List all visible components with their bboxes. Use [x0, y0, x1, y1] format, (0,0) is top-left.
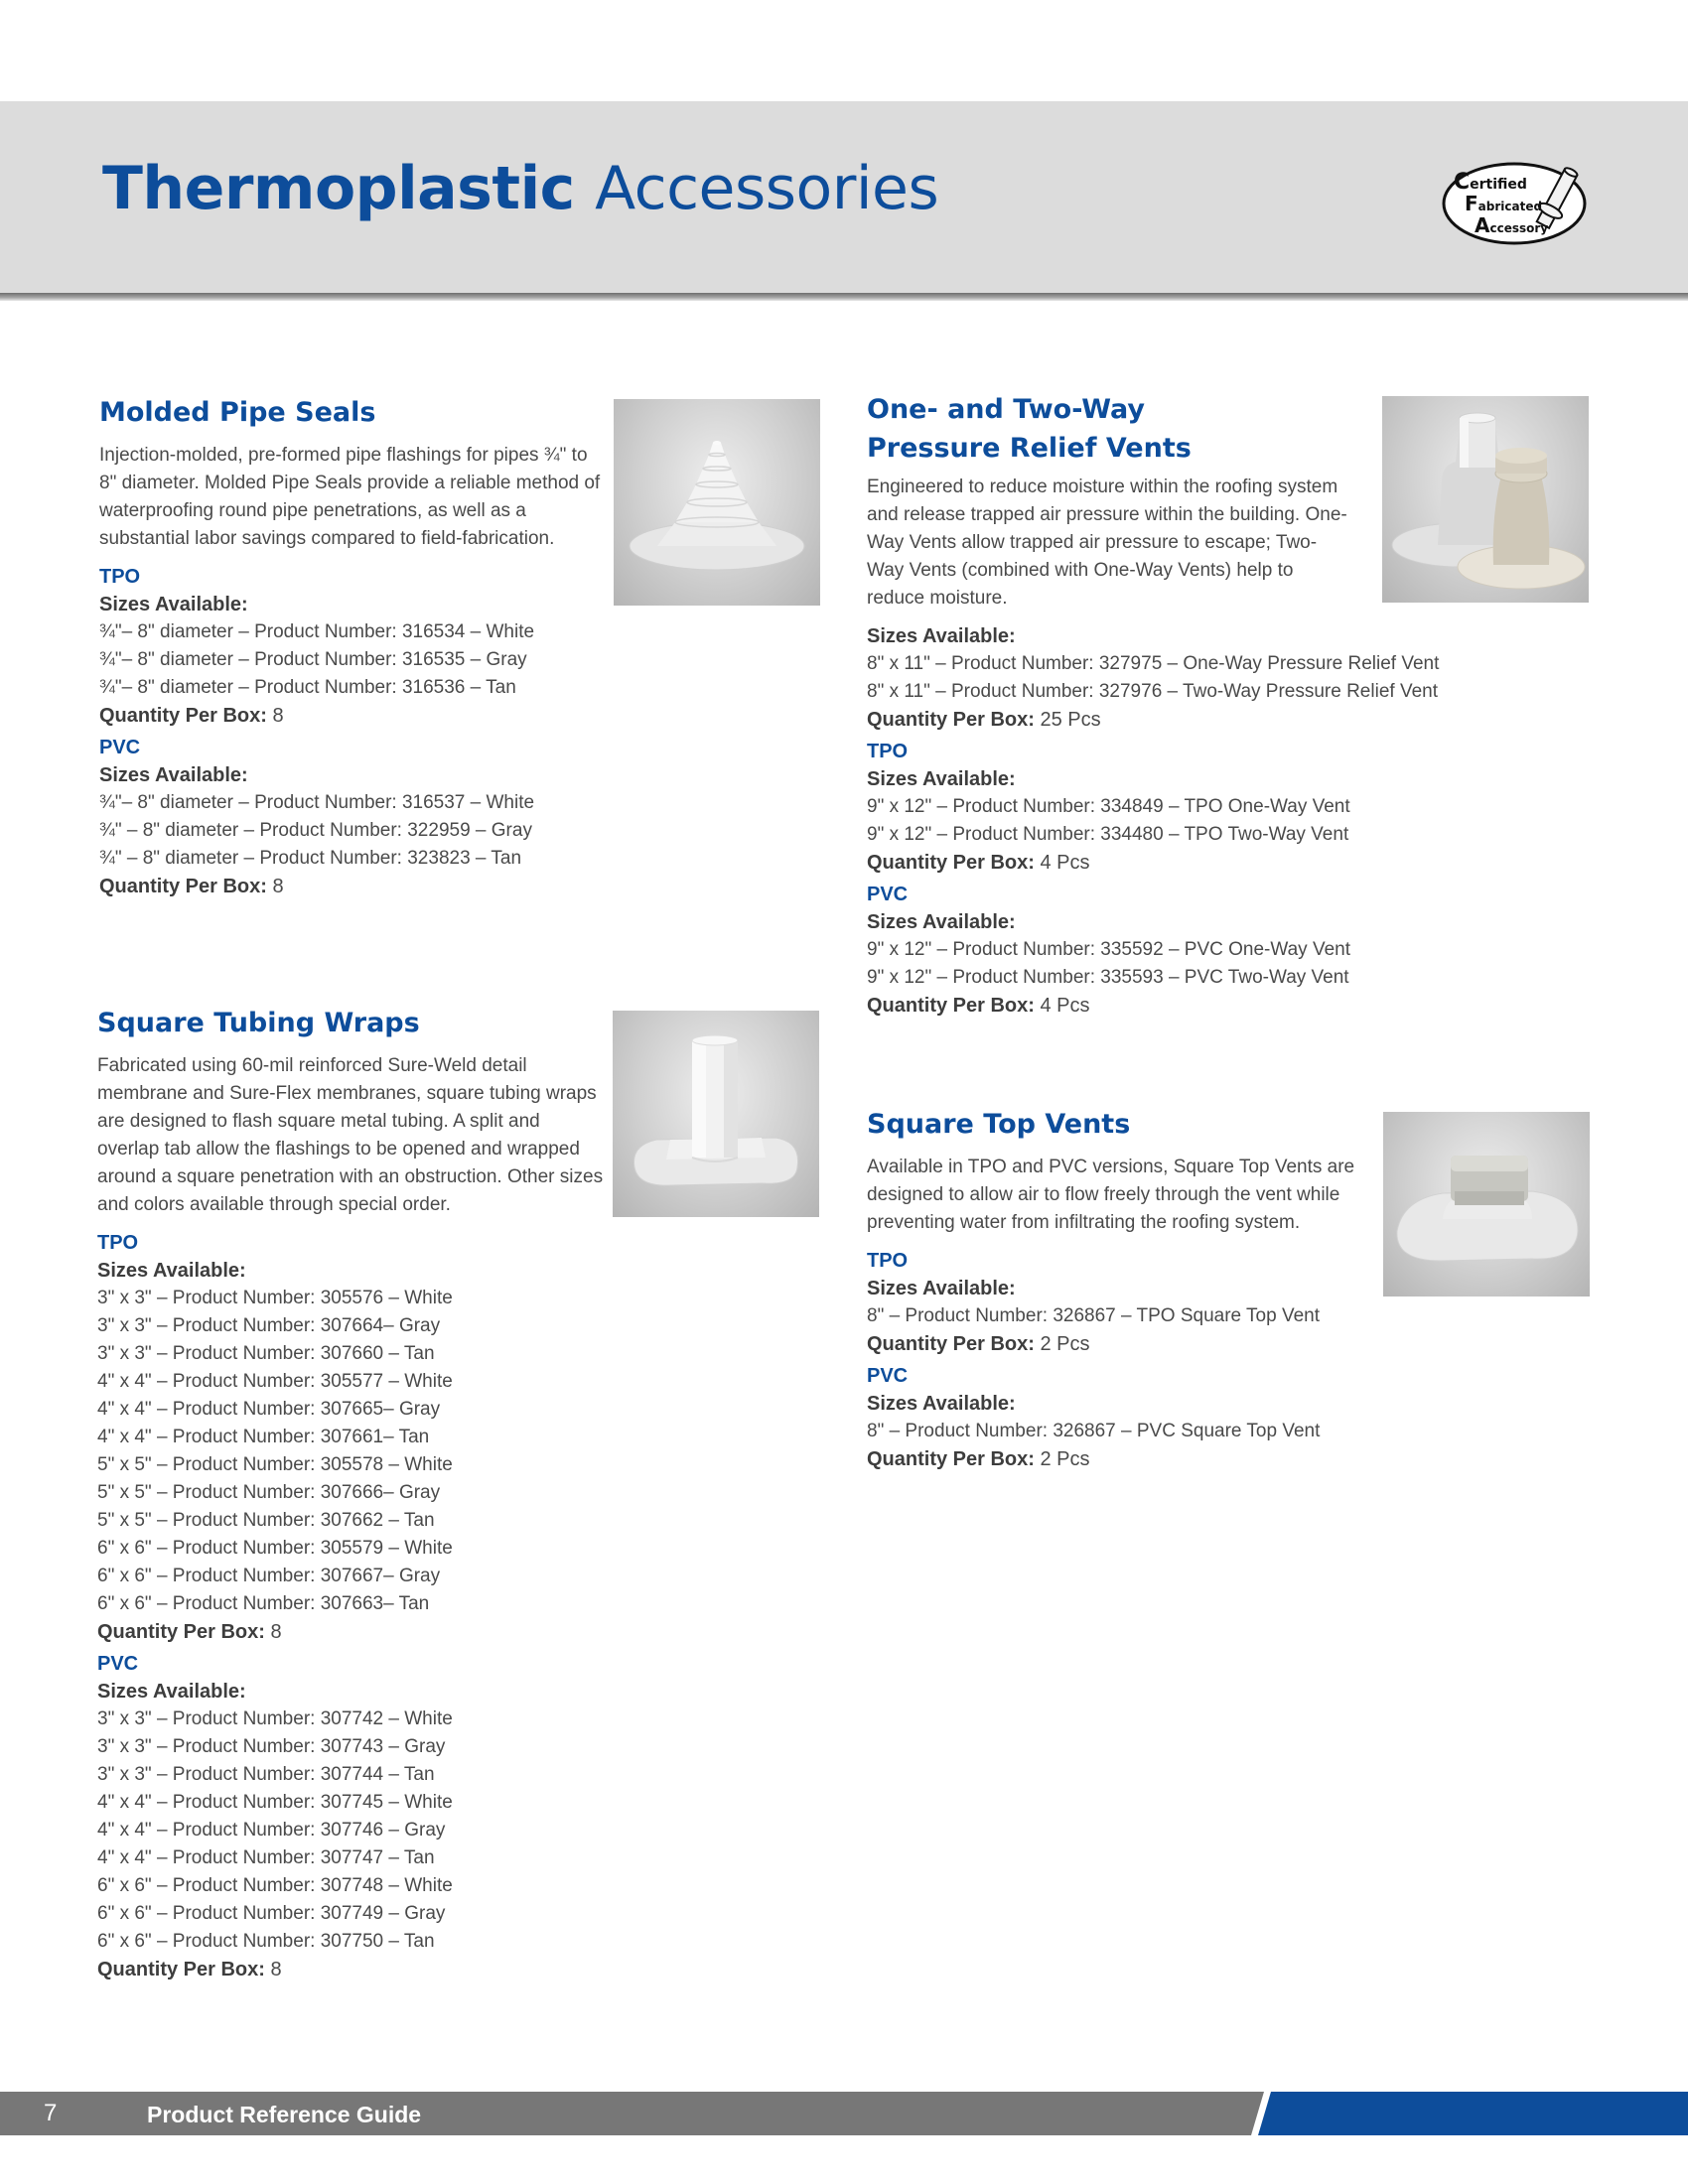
section-title-square-tubing-wraps: Square Tubing Wraps	[97, 1008, 420, 1038]
size-item: 8" – Product Number: 326867 – TPO Square Top Vent	[867, 1305, 1320, 1326]
size-item: ¾"– 8" diameter – Product Number: 316534 – White	[99, 621, 535, 642]
sizes-label: Sizes Available:	[99, 764, 248, 786]
quantity-per-box	[867, 1445, 1363, 1473]
quantity-label: Quantity Per Box:	[867, 1333, 1035, 1355]
sizes-label: Sizes Available:	[97, 1681, 246, 1703]
logo-word-2: abricated	[1477, 200, 1543, 213]
sizes-label: Sizes Available:	[867, 625, 1016, 647]
size-item: 5" x 5" – Product Number: 305578 – White	[97, 1454, 453, 1475]
section-title-line-2: Pressure Relief Vents	[867, 433, 1192, 464]
size-item: 4" x 4" – Product Number: 307746 – Gray	[97, 1820, 446, 1841]
logo-letter-f: F	[1465, 192, 1478, 215]
size-item: 6" x 6" – Product Number: 307748 – White	[97, 1875, 453, 1896]
size-item: 4" x 4" – Product Number: 307745 – White	[97, 1792, 453, 1813]
size-item: 9" x 12" – Product Number: 334849 – TPO One-Way Vent	[867, 796, 1350, 817]
sizes-label: Sizes Available:	[867, 768, 1016, 790]
quantity-value: 8	[270, 1959, 282, 1980]
size-item: 4" x 4" – Product Number: 307661– Tan	[97, 1427, 430, 1447]
tpo-heading: TPO	[867, 741, 909, 762]
pvc-heading: PVC	[99, 737, 141, 758]
size-item: 9" x 12" – Product Number: 335593 – PVC Two-Way Vent	[867, 967, 1349, 988]
page-title	[102, 154, 939, 223]
size-item: 8" x 11" – Product Number: 327975 – One-Way Pressure Relief Vent	[867, 653, 1440, 674]
size-item: ¾" – 8" diameter – Product Number: 322959 – Gray	[99, 820, 532, 841]
size-item: ¾"– 8" diameter – Product Number: 316535 – Gray	[99, 649, 527, 670]
pressure-relief-vents-photo	[1382, 396, 1589, 603]
size-item: ¾" – 8" diameter – Product Number: 323823 – Tan	[99, 848, 522, 869]
sizes-label: Sizes Available:	[867, 1393, 1016, 1415]
size-item: 3" x 3" – Product Number: 307660 – Tan	[97, 1343, 435, 1364]
page-number: 7	[44, 2100, 58, 2126]
square-tubing-wrap-photo	[613, 1011, 819, 1217]
quantity-value: 4 Pcs	[1040, 995, 1090, 1017]
quantity-per-box	[867, 706, 1473, 734]
section-title-molded-pipe-seals: Molded Pipe Seals	[99, 397, 376, 428]
quantity-per-box	[99, 873, 601, 900]
footer-accent-bar	[1256, 2092, 1688, 2135]
size-item: 9" x 12" – Product Number: 334480 – TPO Two-Way Vent	[867, 824, 1349, 845]
section-title-line-1: One- and Two-Way	[867, 394, 1146, 425]
section-description: Available in TPO and PVC versions, Square Top Vents are designed to allow air to flow freely through the vent while preventing water from infiltrating the roofing system.	[867, 1157, 1355, 1233]
size-item: 4" x 4" – Product Number: 305577 – White	[97, 1371, 453, 1392]
sizes-label: Sizes Available:	[99, 594, 248, 615]
quantity-per-box	[97, 1618, 604, 1646]
size-item: 3" x 3" – Product Number: 307743 – Gray	[97, 1736, 446, 1757]
quantity-label: Quantity Per Box:	[99, 876, 267, 897]
quantity-per-box	[867, 1330, 1363, 1358]
section-description: Engineered to reduce moisture within the roofing system and release trapped air pressure within the building. One-Way Vents allow trapped air pressure to escape; Two-Way Vents (combined with One-Way Vents) help to reduce moisture.	[867, 477, 1347, 609]
tpo-heading: TPO	[99, 566, 141, 588]
quantity-value: 2 Pcs	[1040, 1333, 1090, 1355]
quantity-label: Quantity Per Box:	[867, 1448, 1035, 1470]
quantity-per-box	[867, 849, 1473, 877]
quantity-value: 8	[270, 1621, 282, 1643]
quantity-value: 25 Pcs	[1040, 709, 1101, 731]
logo-word-1: ertified	[1470, 177, 1527, 193]
section-square-top-vents	[867, 1105, 1363, 1473]
size-item: 6" x 6" – Product Number: 307667– Gray	[97, 1566, 441, 1586]
molded-pipe-seal-photo	[614, 399, 820, 606]
quantity-label: Quantity Per Box:	[97, 1959, 265, 1980]
page-title-light: Accessories	[595, 154, 939, 223]
pvc-heading: PVC	[97, 1653, 139, 1675]
size-item: 3" x 3" – Product Number: 307742 – White	[97, 1708, 453, 1729]
size-item: 5" x 5" – Product Number: 307662 – Tan	[97, 1510, 435, 1531]
size-item: 9" x 12" – Product Number: 335592 – PVC One-Way Vent	[867, 939, 1350, 960]
footer-title: Product Reference Guide	[147, 2102, 422, 2127]
section-description: Fabricated using 60-mil reinforced Sure-Weld detail membrane and Sure-Flex membranes, square tubing wraps are designed to flash square metal tubing. A split and overlap tab allow the flashings to be opened and wrapped around a square penetration with an obstruction. Other sizes and colors available through special order.	[97, 1055, 604, 1215]
quantity-value: 2 Pcs	[1040, 1448, 1090, 1470]
header-divider	[0, 293, 1688, 301]
size-item: 6" x 6" – Product Number: 305579 – White	[97, 1538, 453, 1559]
sizes-label: Sizes Available:	[867, 911, 1016, 933]
size-item: ¾"– 8" diameter – Product Number: 316537 – White	[99, 792, 535, 813]
size-item: 6" x 6" – Product Number: 307663– Tan	[97, 1593, 430, 1614]
size-item: 5" x 5" – Product Number: 307666– Gray	[97, 1482, 441, 1503]
size-item: 3" x 3" – Product Number: 305576 – White	[97, 1288, 453, 1308]
logo-letter-a: A	[1475, 213, 1490, 237]
quantity-per-box	[867, 992, 1473, 1020]
pvc-heading: PVC	[867, 1365, 909, 1387]
tpo-heading: TPO	[97, 1232, 139, 1254]
size-item: 8" x 11" – Product Number: 327976 – Two-Way Pressure Relief Vent	[867, 681, 1438, 702]
quantity-label: Quantity Per Box:	[97, 1621, 265, 1643]
size-item: ¾"– 8" diameter – Product Number: 316536 – Tan	[99, 677, 516, 698]
certified-fabricated-accessory-logo	[1440, 159, 1589, 248]
section-description: Injection-molded, pre-formed pipe flashings for pipes ¾" to 8" diameter. Molded Pipe Seals provide a reliable method of waterproofing round pipe penetrations, as well as a substantial labor savings compared to field-fabrication.	[99, 445, 601, 549]
sizes-label: Sizes Available:	[97, 1260, 246, 1282]
size-item: 8" – Product Number: 326867 – PVC Square Top Vent	[867, 1421, 1321, 1441]
quantity-value: 4 Pcs	[1040, 852, 1090, 874]
logo-letter-c: C	[1454, 170, 1471, 195]
quantity-label: Quantity Per Box:	[867, 995, 1035, 1017]
size-item: 3" x 3" – Product Number: 307744 – Tan	[97, 1764, 435, 1785]
quantity-value: 8	[272, 876, 284, 897]
size-item: 6" x 6" – Product Number: 307750 – Tan	[97, 1931, 435, 1952]
quantity-label: Quantity Per Box:	[99, 705, 267, 727]
quantity-per-box	[99, 702, 601, 730]
section-molded-pipe-seals	[99, 393, 601, 900]
sizes-label: Sizes Available:	[867, 1278, 1016, 1299]
tpo-heading: TPO	[867, 1250, 909, 1272]
size-item: 6" x 6" – Product Number: 307749 – Gray	[97, 1903, 446, 1924]
quantity-label: Quantity Per Box:	[867, 709, 1035, 731]
section-square-tubing-wraps	[97, 1004, 604, 1983]
size-item: 3" x 3" – Product Number: 307664– Gray	[97, 1315, 441, 1336]
quantity-value: 8	[272, 705, 284, 727]
quantity-label: Quantity Per Box:	[867, 852, 1035, 874]
logo-word-3: ccessory	[1489, 221, 1549, 235]
section-title-square-top-vents: Square Top Vents	[867, 1109, 1131, 1140]
quantity-per-box	[97, 1956, 604, 1983]
pvc-heading: PVC	[867, 884, 909, 905]
size-item: 4" x 4" – Product Number: 307747 – Tan	[97, 1847, 435, 1868]
page-title-bold: Thermoplastic	[102, 154, 575, 223]
size-item: 4" x 4" – Product Number: 307665– Gray	[97, 1399, 441, 1420]
square-top-vent-photo	[1383, 1112, 1590, 1297]
